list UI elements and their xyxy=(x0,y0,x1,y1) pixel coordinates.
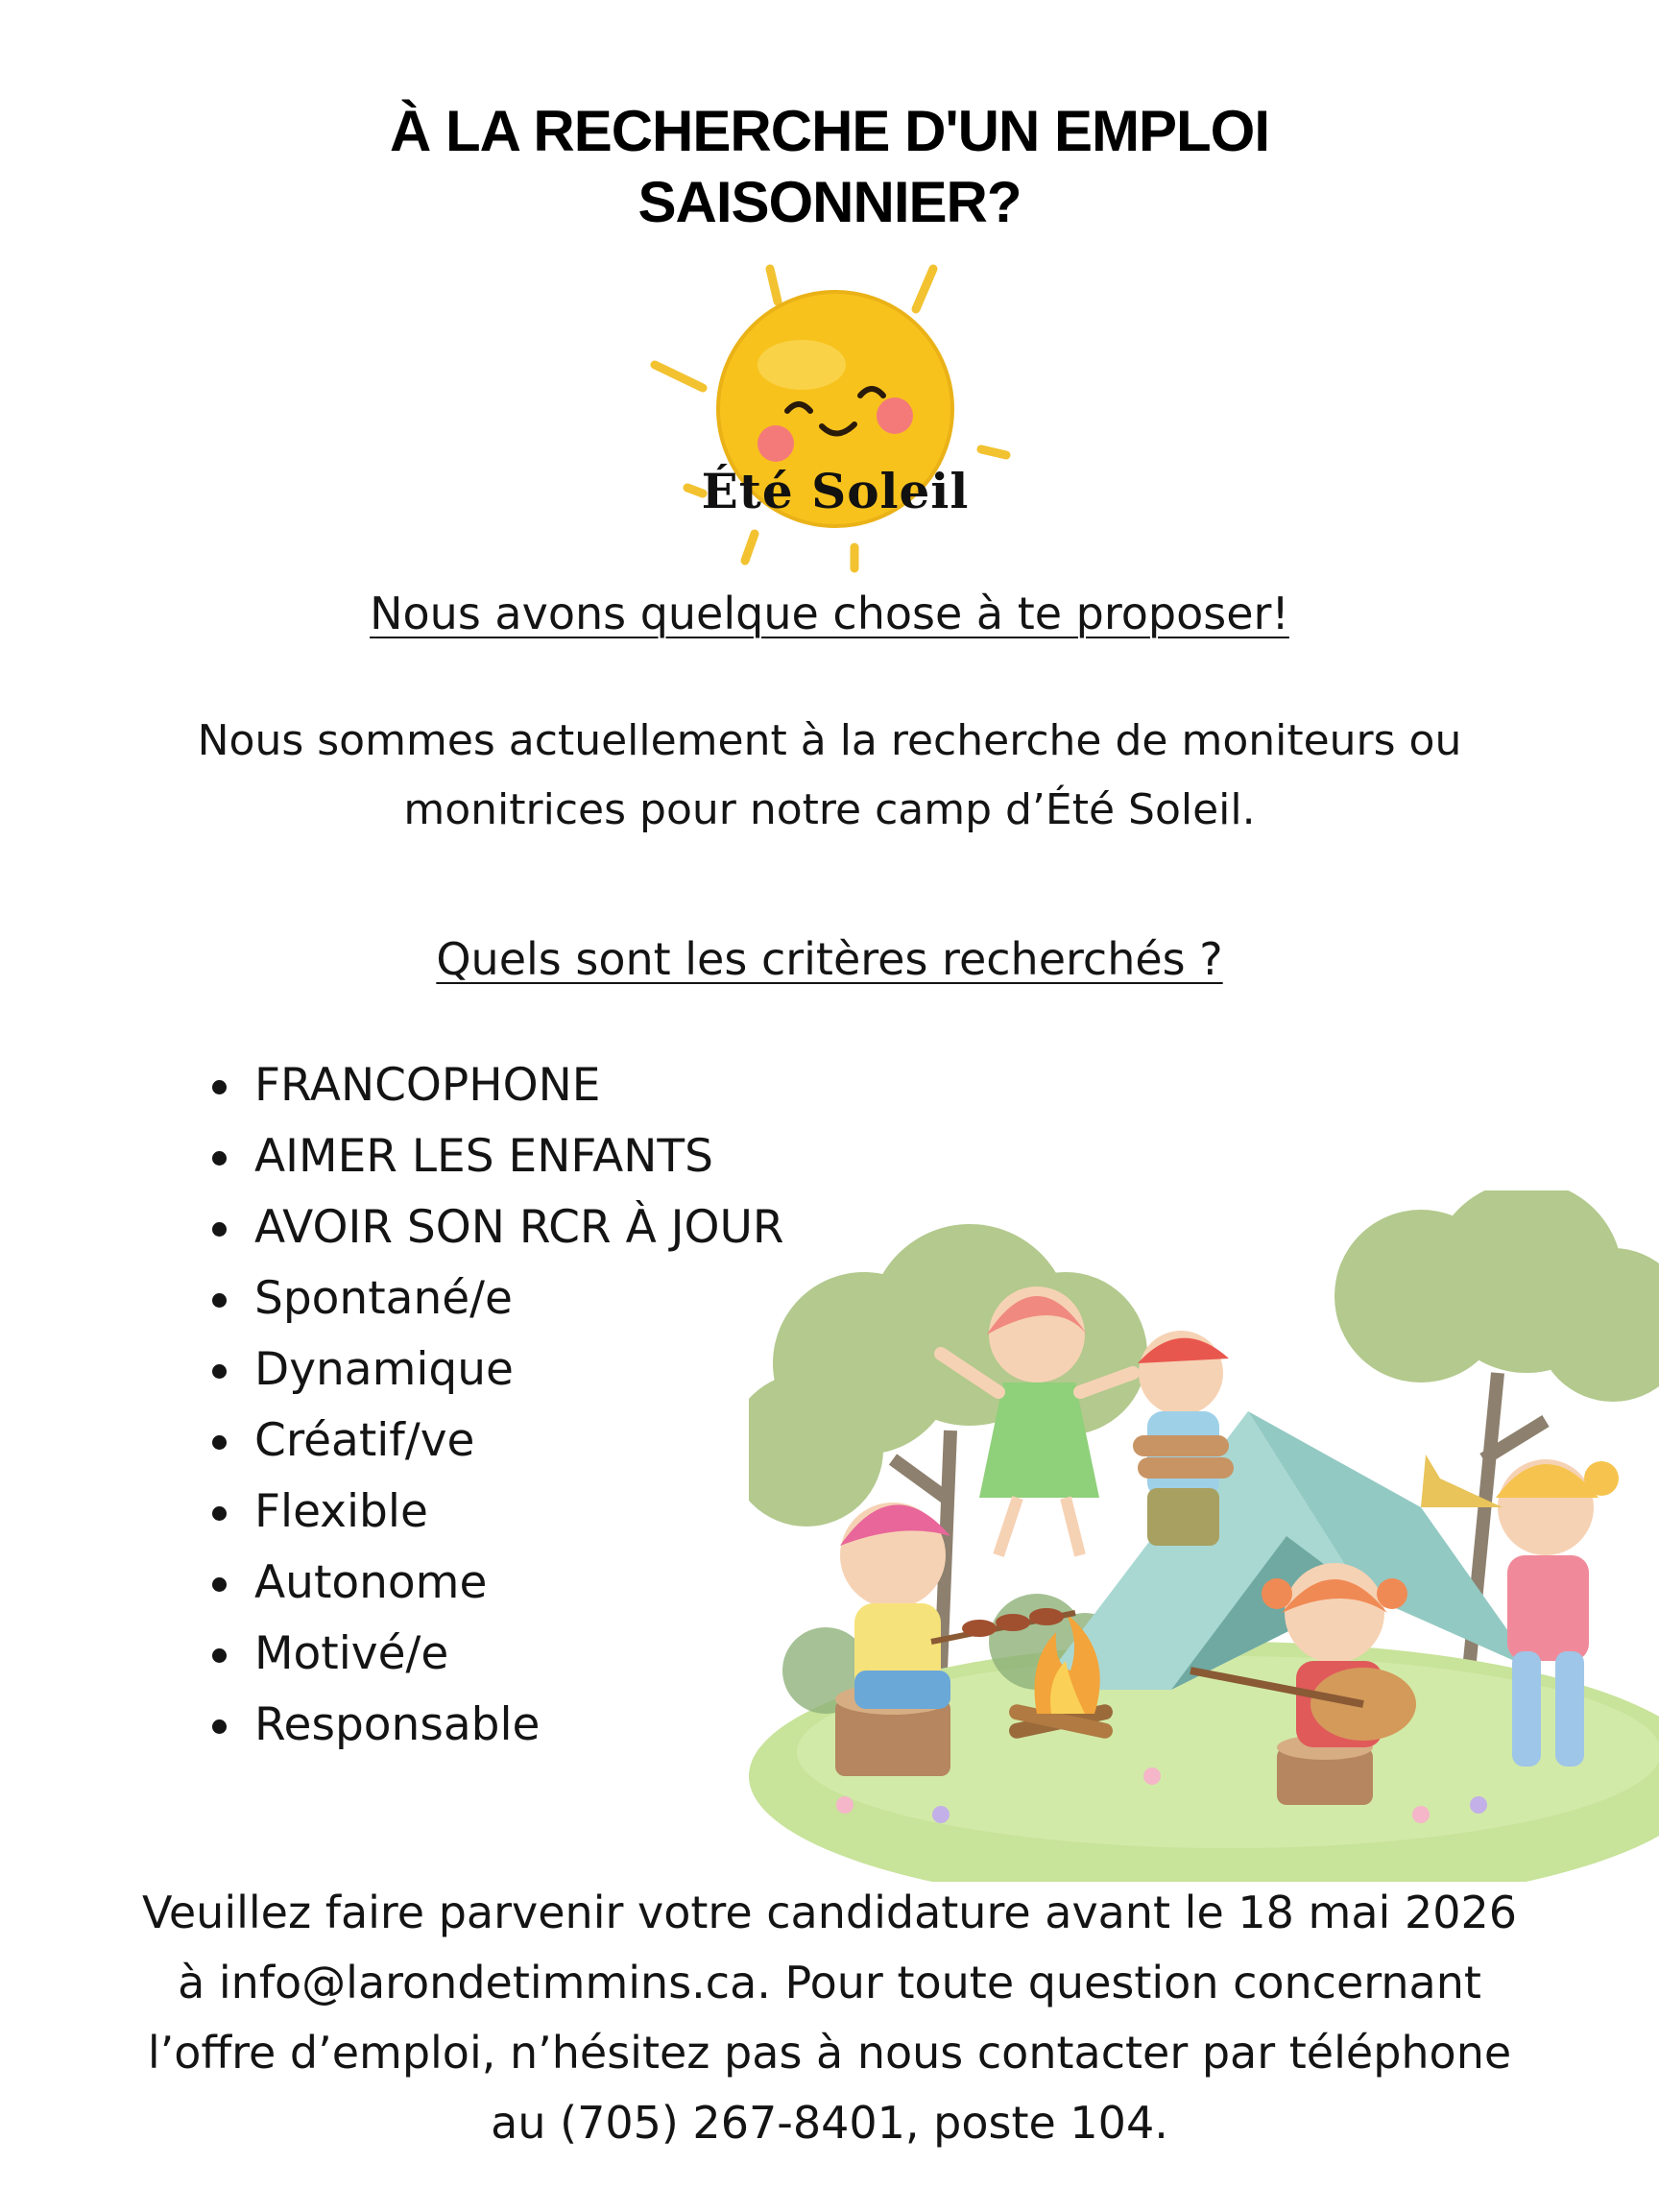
criteria-subheading: Quels sont les critères recherchés ? xyxy=(436,933,1223,985)
list-item: Spontané/e xyxy=(206,1263,784,1334)
ete-soleil-logo xyxy=(634,252,1037,578)
list-item: Créatif/ve xyxy=(206,1406,784,1477)
smiling-sun-icon xyxy=(634,252,1037,578)
offer-subheading: Nous avons quelque chose à te proposer! xyxy=(370,588,1289,639)
contact-paragraph xyxy=(0,1878,1659,2158)
intro-line-2: monitrices pour notre camp d’Été Soleil. xyxy=(403,785,1256,834)
contact-line-2: à info@larondetimmins.ca. Pour toute question concernant xyxy=(178,1957,1481,2008)
contact-line-4: au (705) 267-8401, poste 104. xyxy=(491,2097,1168,2149)
list-item: Autonome xyxy=(206,1548,784,1619)
list-item: Motivé/e xyxy=(206,1619,784,1690)
camping-kids-illustration xyxy=(749,1190,1659,1882)
list-item: FRANCOPHONE xyxy=(206,1050,784,1121)
contact-line-3: l’offre d’emploi, n’hésitez pas à nous contacter par téléphone xyxy=(147,2027,1512,2079)
logo-text: Été Soleil xyxy=(701,463,970,519)
title-line-2: SAISONNIER? xyxy=(637,170,1022,234)
list-item: Dynamique xyxy=(206,1334,784,1406)
intro-paragraph xyxy=(0,707,1659,845)
list-item: AVOIR SON RCR À JOUR xyxy=(206,1192,784,1263)
page-title xyxy=(0,96,1659,238)
title-line-1: À LA RECHERCHE D'UN EMPLOI xyxy=(389,99,1270,163)
list-item: AIMER LES ENFANTS xyxy=(206,1121,784,1192)
list-item: Responsable xyxy=(206,1690,784,1761)
list-item: Flexible xyxy=(206,1477,784,1548)
intro-line-1: Nous sommes actuellement à la recherche de moniteurs ou xyxy=(197,716,1462,765)
contact-line-1: Veuillez faire parvenir votre candidature avant le 18 mai 2026 xyxy=(141,1887,1518,1938)
criteria-list xyxy=(206,1050,784,1761)
